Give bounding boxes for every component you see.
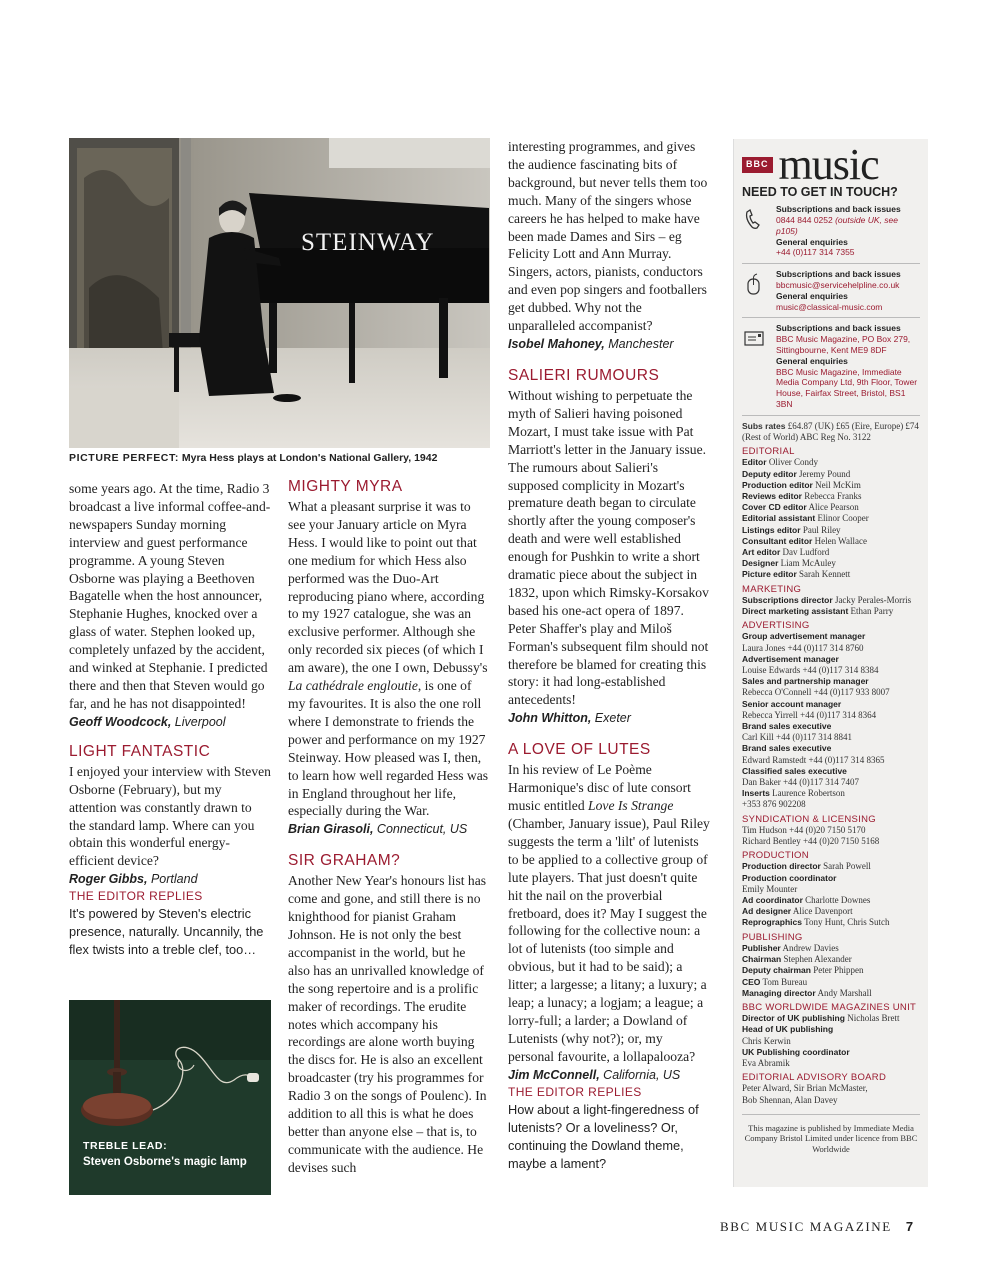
body-text: What a pleasant surprise it was to see your January article on Myra Hess. I would like to point out that one medium for which Hess also performed was the Duo-Art reproducing piano where, according to my 1927 catalogue, she was an exclusive performer. Although she only recorded six pieces (of which I am aware), the one I own, Debussy's (288, 499, 488, 676)
staff-line (742, 1013, 920, 1024)
staff-line (742, 513, 920, 524)
editor-replies-heading: THE EDITOR REPLIES (69, 889, 203, 904)
staff-role: Reprographics (742, 917, 802, 928)
staff-line (742, 1095, 920, 1106)
staff-name: Oliver Condy (766, 457, 819, 468)
work-title: Love Is Strange (588, 798, 674, 814)
staff-name: Tom Bureau (760, 976, 808, 987)
staff-line (742, 943, 920, 954)
staff-line (742, 1036, 920, 1047)
letter-signature (288, 820, 490, 838)
staff-line (742, 917, 920, 928)
staff-name: Laurence Robertson (769, 788, 845, 799)
staff-role: Production coordinator (742, 872, 837, 883)
letter-body: Without wishing to perpetuate the myth of Salieri having poisoned Mozart, I must take issue with Pat Marriott's letter in the January issue. The rumours about Salieri's supposed complicity in Mozart's premature death began to circulate shortly after the young composer's death and were well established enough for Pushkin to write a short dramatic piece about the subject in 1832, upon which Rimsky-Korsakov based his one-act opera of 1897. Peter Shaffer's play and Miloš Forman's subsequent film should not therefore be blamed for creating this story: it had long-established antecedents! (508, 387, 709, 708)
staff-line (742, 558, 920, 569)
staff-role: Designer (742, 558, 779, 569)
staff-section-heading: MARKETING (742, 583, 802, 595)
contact-heading: General enquiries (776, 355, 848, 366)
page-number: 7 (905, 1219, 914, 1234)
staff-name: Louise Edwards +44 (0)117 314 8384 (742, 665, 879, 676)
contact-heading: Subscriptions and back issues (776, 269, 901, 280)
letter-heading: A LOVE OF LUTES (508, 741, 651, 759)
staff-role: Cover CD editor (742, 502, 807, 513)
myra-hess-photo (69, 138, 490, 448)
staff-line (742, 687, 920, 698)
staff-role: Consultant editor (742, 535, 813, 546)
staff-role: Direct marketing assistant (742, 606, 849, 616)
editor-reply: How about a light-fingeredness of lutenists? Or a loveliness? Or, continuing the Dowland theme, maybe a lament? (508, 1101, 699, 1171)
staff-role: UK Publishing coordinator (742, 1046, 850, 1057)
staff-role: Picture editor (742, 569, 797, 580)
staff-role: Subscriptions director (742, 594, 833, 605)
staff-name: Rebecca Yirrell +44 (0)117 314 8364 (742, 709, 877, 720)
staff-line (742, 825, 920, 836)
staff-role: Group advertisement manager (742, 631, 866, 642)
staff-role: Deputy editor (742, 468, 797, 479)
staff-name: Dan Baker +44 (0)117 314 7407 (742, 777, 859, 788)
staff-name: Sarah Kennett (796, 569, 851, 580)
bbc-logo: BBC (742, 157, 773, 172)
staff-line (742, 665, 920, 676)
staff-name: Chris Kerwin (742, 1035, 791, 1046)
staff-name: Peter Alward, Sir Brian McMaster, (742, 1083, 868, 1094)
staff-name: Jacky Perales-Morris (832, 594, 912, 605)
staff-line (742, 525, 920, 536)
staff-line (742, 1024, 920, 1035)
caption-text: Myra Hess plays at London's National Gallery, 1942 (178, 452, 438, 464)
contact-heading: General enquiries (776, 236, 848, 247)
lamp-caption-text: Steven Osborne's magic lamp (83, 1156, 247, 1168)
staff-role: Publisher (742, 942, 781, 953)
staff-name: Alice Davenport (791, 906, 853, 917)
caption-key: PICTURE PERFECT: (69, 452, 179, 464)
subs-text: £64.87 (UK) £65 (Eire, Europe) £74 (Rest of World) ABC Reg No. 3122 (742, 420, 919, 442)
steinway-logo: STEINWAY (301, 229, 435, 256)
staff-role: Advertisement manager (742, 653, 839, 664)
letter-body: interesting programmes, and gives the audience fascinating bits of background, but never tells them too much. Many of the singers whose careers he has helped to make have been made Dames and Sirs – eg Felicity Lott and Ann Murray. Singers, actors, pianists, conductors and even pop singers and footballers get dubbed. Why not the unparalleled accompanist? (508, 139, 708, 334)
staff-role: Inserts (742, 788, 770, 799)
staff-line (742, 654, 920, 665)
staff-name: Edward Ramstedt +44 (0)117 314 8365 (742, 754, 885, 765)
staff-line (742, 502, 920, 513)
letter-signature (508, 335, 710, 353)
staff-role: Listings editor (742, 524, 801, 535)
page-footer (720, 1219, 913, 1235)
staff-name: Rebecca O'Connell +44 (0)117 933 8007 (742, 687, 890, 698)
divider (742, 317, 920, 318)
contact-heading: General enquiries (776, 290, 848, 301)
staff-section-heading: EDITORIAL ADVISORY BOARD (742, 1072, 887, 1084)
staff-line (742, 977, 920, 988)
staff-line (742, 569, 920, 580)
staff-role: Chairman (742, 954, 782, 965)
staff-line (742, 710, 920, 721)
staff-line (742, 1047, 920, 1058)
staff-name: Ethan Parry (848, 606, 894, 616)
lamp-photo (69, 1000, 271, 1195)
column-3 (508, 138, 710, 1173)
signature-name: Roger Gibbs, (69, 872, 148, 887)
get-in-touch-heading: NEED TO GET IN TOUCH? (742, 185, 898, 199)
column-1 (69, 480, 271, 959)
staff-role: Ad designer (742, 906, 792, 917)
staff-line (742, 606, 920, 617)
staff-section-heading: SYNDICATION & LICENSING (742, 813, 876, 825)
signature-place: Liverpool (171, 714, 226, 729)
editor-reply: It's powered by Steven's electric presence, naturally. Uncannily, the flex twists into a treble clef, too… (69, 906, 264, 958)
staff-line (742, 676, 920, 687)
staff-name: Stephen Alexander (781, 954, 852, 965)
column-2 (288, 462, 490, 1177)
phone-icon (744, 208, 764, 230)
contact-heading: Subscriptions and back issues (776, 323, 901, 334)
signature-place: Connecticut, US (373, 822, 468, 837)
staff-role: Sales and partnership manager (742, 676, 869, 687)
signature-name: Isobel Mahoney, (508, 336, 605, 351)
letter-body: Another New Year's honours list has come and gone, and still there is no knighthood for pianist Graham Johnson. He is not only the best accompanist in the world, but he also has an unrivalled knowledge of the song repertoire and is a prolific maker of recordings. The erudite notes which accompany his recordings are alone worth buying the discs for. He is also an excellent broadcaster (try his programmes for Radio 3 on the songs of Poulenc). In addition to all this is what he does better than anyone else – that is, to communicate with the audience. He devises such (288, 873, 487, 1175)
letter-heading: LIGHT FANTASTIC (69, 742, 211, 760)
signature-name: Geoff Woodcock, (69, 714, 172, 729)
signature-name: Jim McConnell, (508, 1067, 600, 1082)
signature-name: John Whitton, (508, 711, 592, 726)
contact-phone[interactable] (776, 215, 920, 237)
staff-name: Andy Marshall (815, 987, 872, 998)
letter-body (288, 498, 490, 820)
phone-note: (outside UK, see p105) (776, 215, 898, 236)
subs-label: Subs rates (742, 420, 786, 431)
staff-name: Bob Shennan, Alan Davey (742, 1094, 838, 1105)
staff-role: Brand sales executive (742, 743, 832, 754)
staff-role: Reviews editor (742, 490, 802, 501)
staff-section-heading: BBC WORLDWIDE MAGAZINES UNIT (742, 1001, 917, 1013)
staff-role: Editorial assistant (742, 513, 816, 524)
body-text: In his review of Le Poème Harmonique's disc of lute consort music entitled (508, 762, 691, 814)
work-title: La cathédrale engloutie (288, 678, 418, 694)
letter-heading: SIR GRAHAM? (288, 852, 401, 870)
postal-address: BBC Music Magazine, PO Box 279, Sittingbourne, Kent ME9 8DF (776, 334, 911, 355)
body-text: , is one of my favourites. It is also the one roll where I demonstrate to friends the power and performance on my 1927 Steinway. How pleased was I, then, to learn how well regarded Hess was in England throughout her life, especially during the War. (288, 678, 489, 819)
staff-role: Brand sales executive (742, 721, 832, 732)
staff-name: Andrew Davies (780, 942, 839, 953)
staff-name: Liam McAuley (778, 558, 836, 569)
staff-name: Elinor Cooper (815, 513, 869, 524)
staff-line (742, 906, 920, 917)
staff-name: Carl Kill +44 (0)117 314 8841 (742, 732, 852, 743)
staff-line (742, 457, 920, 468)
staff-line (742, 954, 920, 965)
staff-role: Production director (742, 861, 821, 872)
magazine-title: BBC MUSIC MAGAZINE (720, 1219, 892, 1234)
staff-line (742, 631, 920, 642)
subs-rates (742, 421, 920, 443)
staff-name: Sarah Powell (820, 861, 871, 872)
bbc-music-logo (742, 140, 920, 189)
staff-line (742, 755, 920, 766)
divider (742, 415, 920, 416)
staff-name: Alice Pearson (806, 502, 859, 513)
staff-role: Production editor (742, 479, 813, 490)
lamp-caption-key: TREBLE LEAD: (83, 1140, 168, 1152)
staff-role: Director of UK publishing (742, 1013, 845, 1024)
staff-line (742, 873, 920, 884)
letter-signature (69, 870, 271, 888)
signature-place: Portland (147, 872, 198, 887)
staff-name: +353 876 902208 (742, 799, 806, 810)
staff-line (742, 721, 920, 732)
email-link[interactable]: bbcmusic@servicehelpline.co.uk (776, 279, 900, 290)
publisher-note: This magazine is published by Immediate Media Company Bristol Limited under licence from BBC Worldwide (742, 1114, 920, 1155)
staff-line (742, 861, 920, 872)
staff-name: Rebecca Franks (802, 490, 862, 501)
staff-role: Art editor (742, 546, 781, 557)
staff-name: Jeremy Pound (796, 468, 851, 479)
signature-name: Brian Girasoli, (288, 822, 374, 837)
staff-name: Eva Abramik (742, 1057, 790, 1068)
editor-replies-heading: THE EDITOR REPLIES (508, 1084, 642, 1099)
staff-list (742, 446, 920, 1106)
staff-name: Nicholas Brett (844, 1013, 900, 1024)
staff-role: Classified sales executive (742, 765, 847, 776)
staff-line (742, 1083, 920, 1094)
signature-place: Exeter (591, 711, 631, 726)
staff-role: CEO (742, 976, 761, 987)
staff-line (742, 643, 920, 654)
lamp-caption (83, 1138, 263, 1170)
staff-line (742, 732, 920, 743)
staff-section-heading: PRODUCTION (742, 850, 809, 862)
music-wordmark: music (778, 140, 879, 189)
staff-role: Senior account manager (742, 698, 842, 709)
staff-role: Editor (742, 457, 767, 468)
staff-name: Helen Wallace (812, 535, 867, 546)
staff-name: Dav Ludford (780, 546, 830, 557)
phone-number[interactable]: +44 (0)117 314 7355 (776, 247, 855, 258)
letter-body: some years ago. At the time, Radio 3 broadcast a live informal coffee-and-newspapers Sunday morning interview and guest performance programme. A young Steven Osborne was playing a Beethoven Bagatelle when the host announcer, Stephanie Hughes, knocked over a glass of water. Stephen looked up, completely unfazed by the accident, and winked at Stephanie. I predicted there and then that Steven would go far, and he has not disappointed! (69, 481, 271, 711)
staff-name: Peter Phippen (810, 965, 864, 976)
staff-name: Laura Jones +44 (0)117 314 8760 (742, 642, 864, 653)
body-text: (Chamber, January issue), Paul Riley suggests the term a 'lilt' of lutenists to be applied to a collective group of lute players. That just doesn't quite hit the nail on the proverbial fretboard, does it? May I suggest the following for the collective noun: a lot of lutenists (too simple and obvious, but it had to be said); a litter; a largesse; a litany; a luxury; a leap; a lunacy; a logjam; a league; a lorry-full; a larder; a Dowland of Lutenists (why not?); or, my personal favourite, a lollapalooza? (508, 816, 710, 1064)
email-contact (742, 269, 920, 312)
signature-place: Manchester (604, 336, 674, 351)
staff-name: Richard Bentley +44 (0)20 7150 5168 (742, 836, 880, 847)
staff-line (742, 777, 920, 788)
post-contact (742, 323, 920, 409)
letter-body: I enjoyed your interview with Steven Osborne (February), but my attention was constantly drawn to the standard lamp. Where can you obtain this wonderful energy-efficient device? (69, 763, 271, 869)
staff-section-heading: EDITORIAL (742, 446, 795, 458)
staff-role: Deputy chairman (742, 965, 811, 976)
staff-name: Paul Riley (800, 524, 841, 535)
phone-number[interactable]: 0844 844 0252 (776, 215, 833, 225)
staff-line (742, 743, 920, 754)
staff-line (742, 1058, 920, 1069)
staff-line (742, 836, 920, 847)
staff-name: Tony Hunt, Chris Sutch (802, 917, 890, 928)
myra-hess-illustration (69, 138, 490, 448)
phone-contact (742, 204, 920, 258)
staff-line (742, 595, 920, 606)
letter-signature (508, 1066, 710, 1084)
signature-place: California, US (599, 1067, 681, 1082)
letter-signature (69, 713, 271, 731)
staff-name: Emily Mounter (742, 883, 798, 894)
staff-line (742, 884, 920, 895)
staff-name: Tim Hudson +44 (0)20 7150 5170 (742, 824, 866, 835)
staff-line (742, 766, 920, 777)
letter-signature (508, 709, 710, 727)
email-link[interactable]: music@classical-music.com (776, 301, 883, 312)
staff-name: Charlotte Downes (802, 895, 871, 906)
letter-heading: MIGHTY MYRA (288, 478, 403, 495)
staff-name: Neil McKim (812, 479, 861, 490)
letter-body (508, 761, 710, 1065)
staff-role: Ad coordinator (742, 895, 803, 906)
envelope-icon (744, 327, 764, 349)
masthead-sidebar (733, 139, 928, 1187)
contact-heading: Subscriptions and back issues (776, 204, 901, 215)
staff-role: Head of UK publishing (742, 1024, 834, 1035)
staff-line (742, 547, 920, 558)
staff-line (742, 788, 920, 799)
staff-line (742, 491, 920, 502)
divider (742, 263, 920, 264)
staff-line (742, 469, 920, 480)
staff-line (742, 988, 920, 999)
staff-line (742, 536, 920, 547)
staff-role: Managing director (742, 987, 816, 998)
staff-section-heading: ADVERTISING (742, 620, 810, 632)
staff-line (742, 965, 920, 976)
mouse-icon (744, 273, 764, 295)
staff-section-heading: PUBLISHING (742, 931, 803, 943)
letter-heading: SALIERI RUMOURS (508, 366, 660, 384)
staff-line (742, 480, 920, 491)
staff-line (742, 699, 920, 710)
staff-line (742, 799, 920, 810)
postal-address: BBC Music Magazine, Immediate Media Company Ltd, 9th Floor, Tower House, Fairfax Street, Bristol, BS1 3BN (776, 366, 918, 409)
staff-line (742, 895, 920, 906)
